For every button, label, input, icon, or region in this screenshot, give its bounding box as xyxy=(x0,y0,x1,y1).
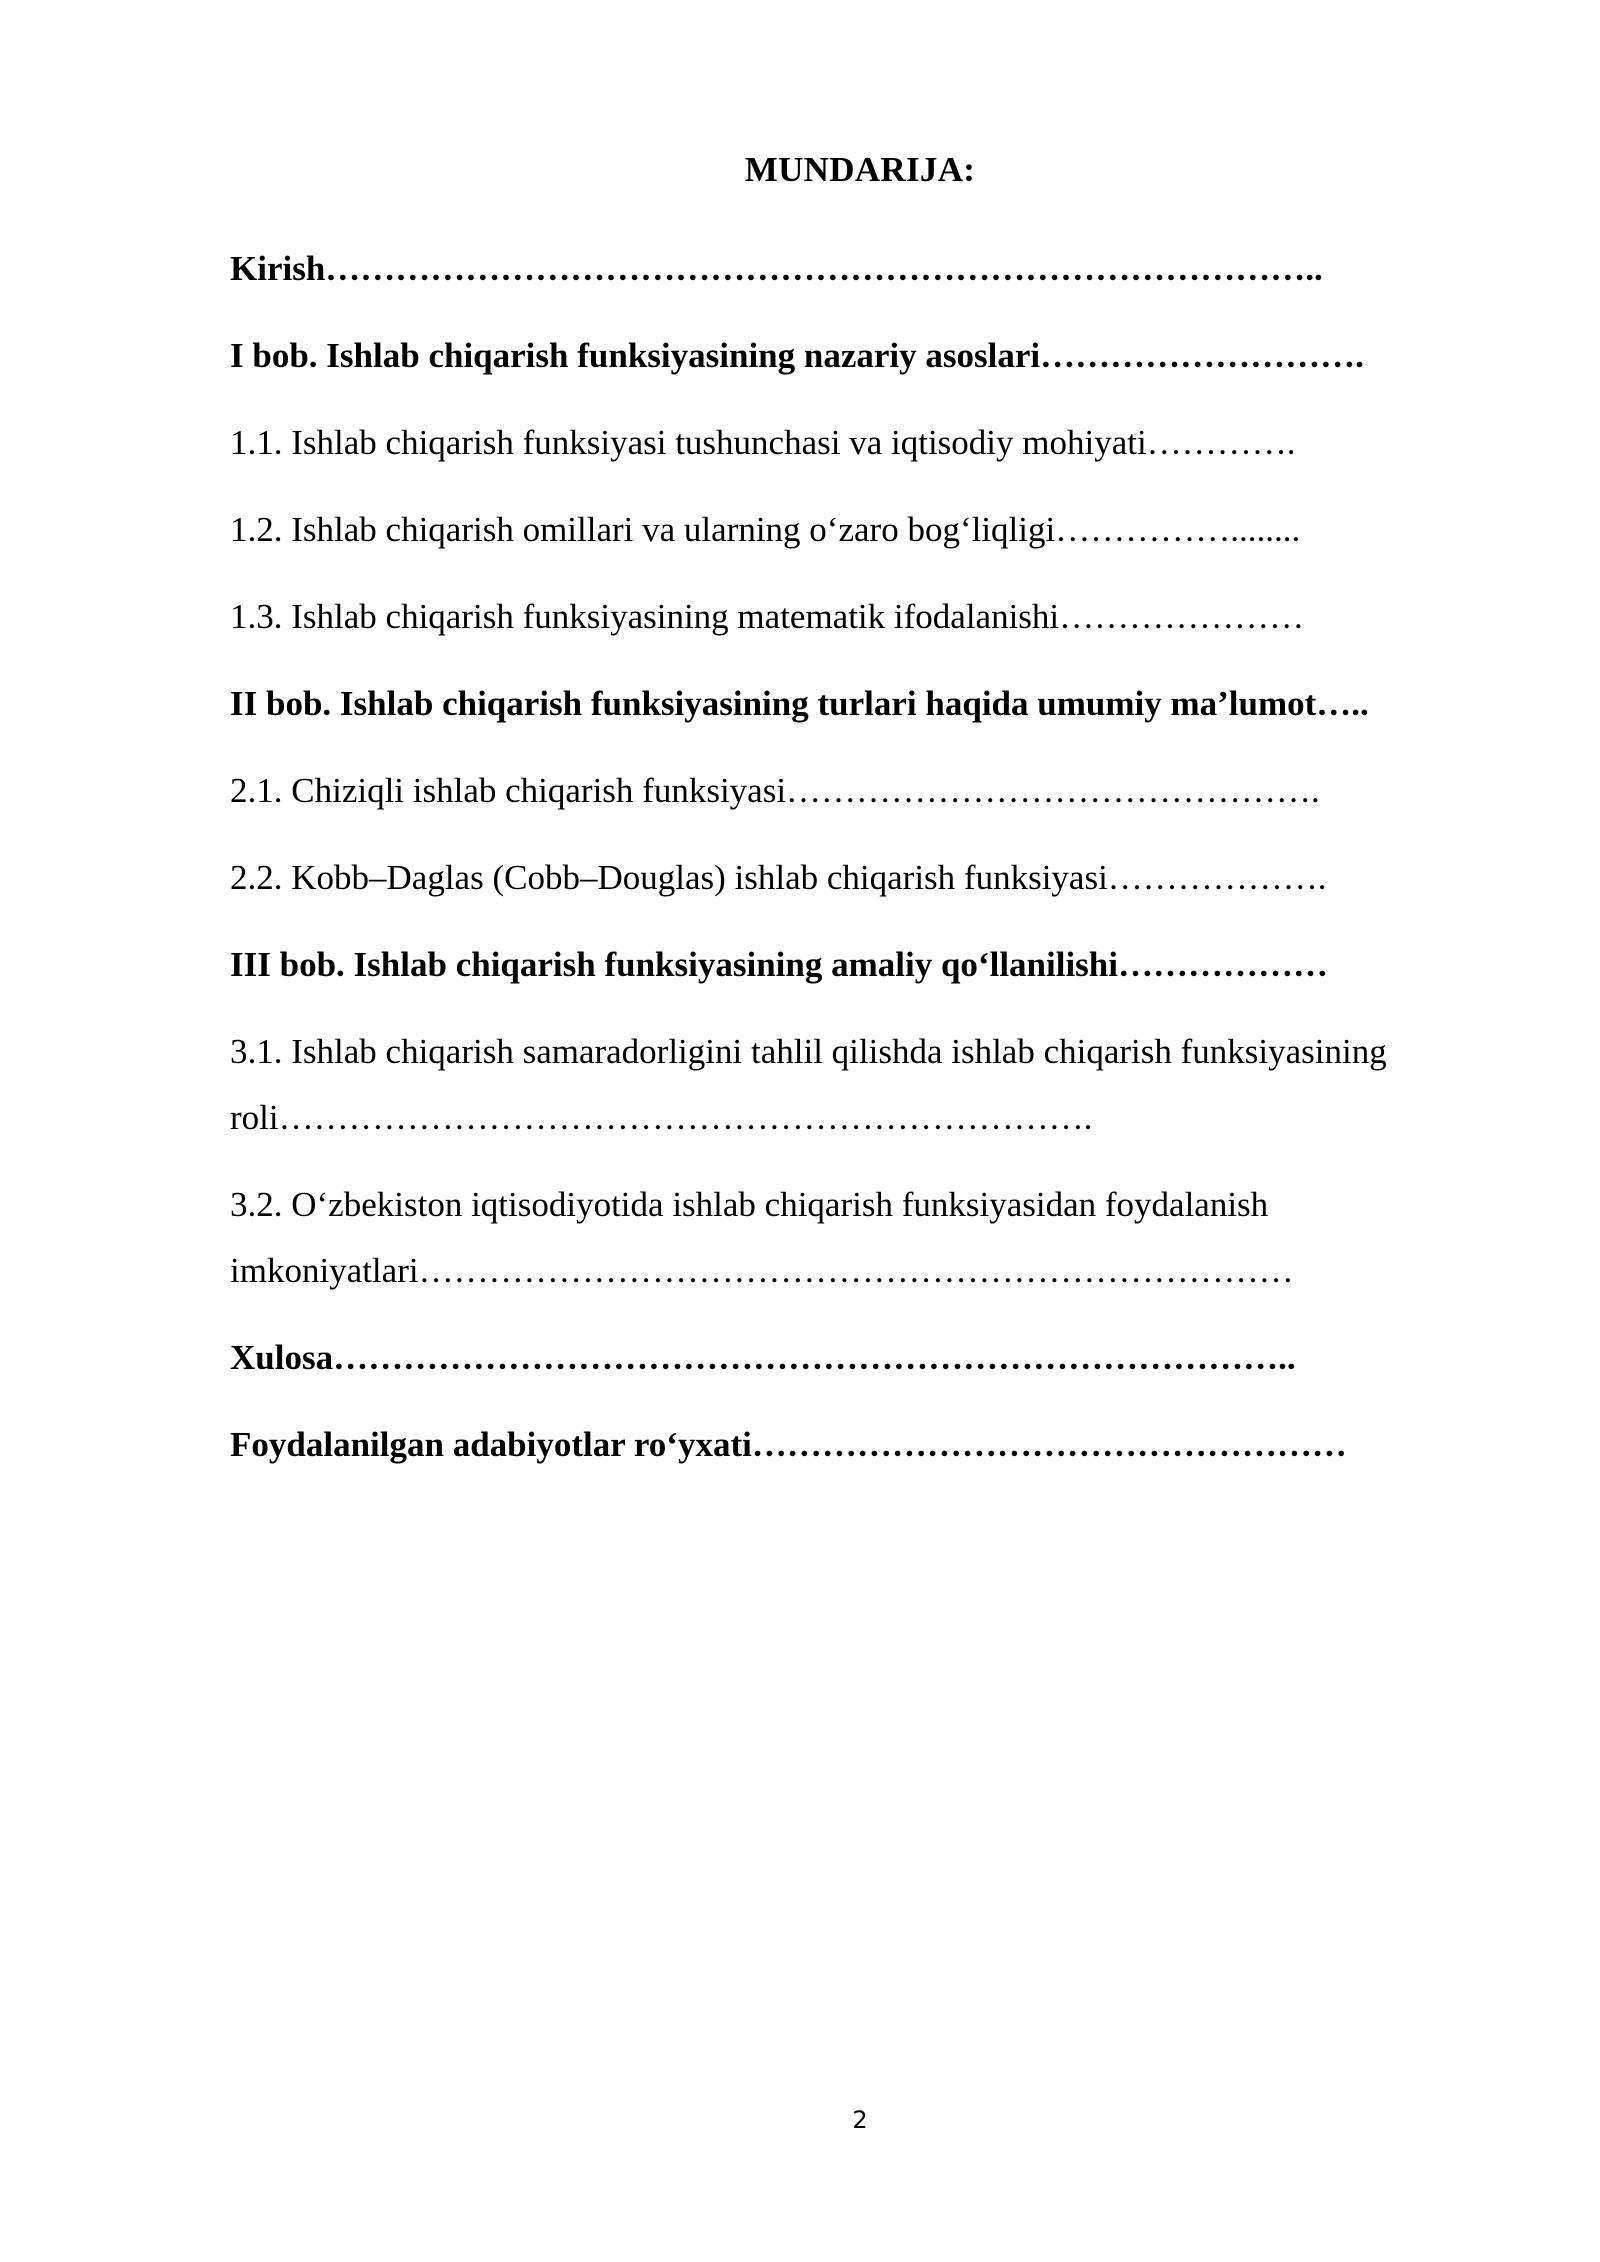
toc-entry-section-1-3[interactable]: 1.3. Ishlab chiqarish funksiyasining matematik ifodalanishi………………… xyxy=(230,597,1305,636)
toc-entry-references[interactable]: Foydalanilgan adabiyotlar ro‘yxati…………………………………………… xyxy=(230,1425,1347,1464)
toc-entry-chapter-1[interactable]: I bob. Ishlab chiqarish funksiyasining nazariy asoslari………………………. xyxy=(230,336,1364,375)
toc-entry-kirish[interactable]: Kirish………………………………………………………………………….. xyxy=(230,249,1323,288)
toc-entry-xulosa[interactable]: Xulosa……………………………………………………………………….. xyxy=(230,1338,1296,1377)
toc-entry-section-1-2[interactable]: 1.2. Ishlab chiqarish omillari va ularning o‘zaro bog‘liqligi……………........ xyxy=(230,510,1301,549)
toc-entry-chapter-3[interactable]: III bob. Ishlab chiqarish funksiyasining amaliy qo‘llanilishi……………… xyxy=(230,945,1328,984)
toc-entry-section-2-1[interactable]: 2.1. Chiziqli ishlab chiqarish funksiyasi………………………………………. xyxy=(230,771,1320,810)
toc-entry-section-3-1[interactable]: 3.1. Ishlab chiqarish samaradorligini tahlil qilishda ishlab chiqarish funksiyasining roli……………………………………………………………. xyxy=(230,1032,1387,1137)
toc-entry-chapter-2[interactable]: II bob. Ishlab chiqarish funksiyasining turlari haqida umumiy ma’lumot….. xyxy=(230,684,1369,723)
toc-entry-section-3-2[interactable]: 3.2. O‘zbekiston iqtisodiyotida ishlab chiqarish funksiyasidan foydalanish imkoniyatlari………………………………………………………………… xyxy=(230,1185,1294,1290)
table-of-contents xyxy=(230,236,1500,1499)
toc-title: MUNDARIJA: xyxy=(744,150,976,189)
toc-entry-section-2-2[interactable]: 2.2. Kobb–Daglas (Cobb–Douglas) ishlab chiqarish funksiyasi………………. xyxy=(230,858,1327,897)
toc-entry-section-1-1[interactable]: 1.1. Ishlab chiqarish funksiyasi tushunchasi va iqtisodiy mohiyati…………. xyxy=(230,423,1296,462)
page-number: 2 xyxy=(852,2106,868,2134)
